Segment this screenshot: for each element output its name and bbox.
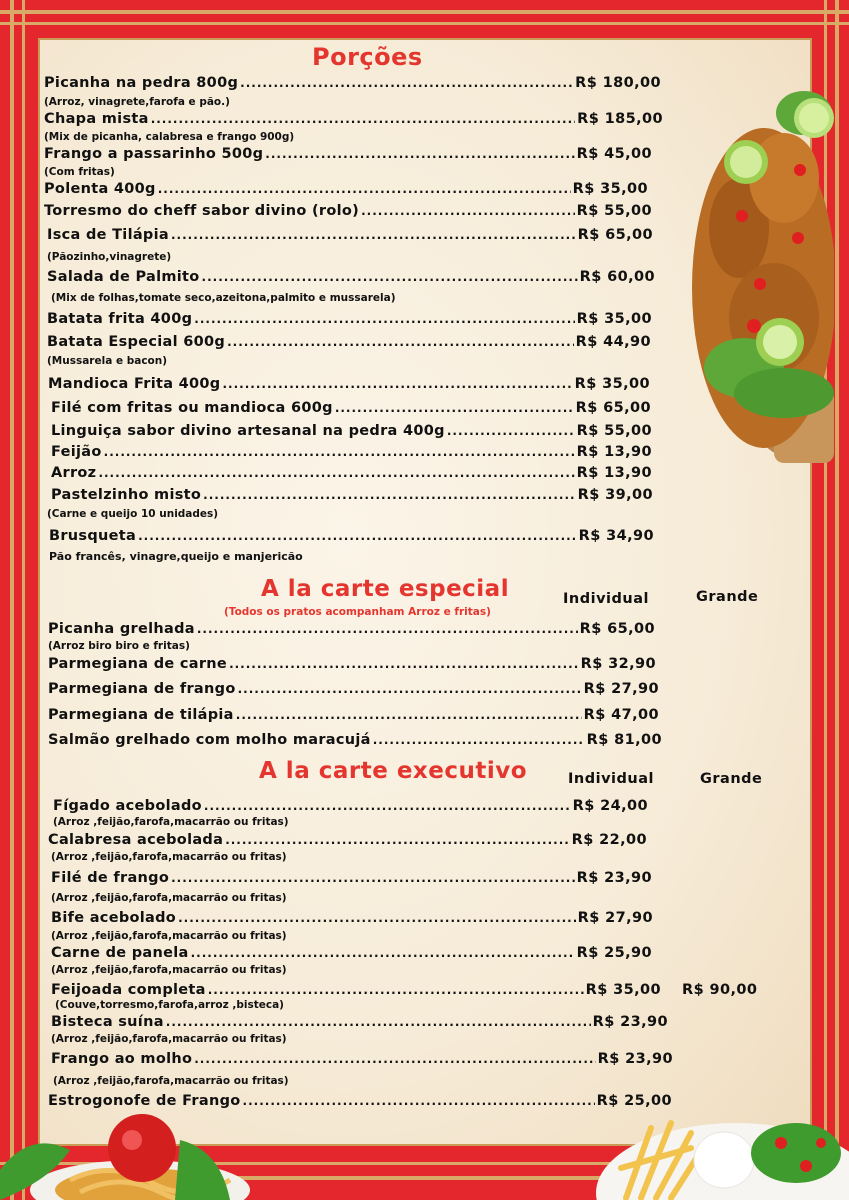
- item-description: (Pãozinho,vinagrete): [47, 251, 172, 263]
- dot-leader: [202, 270, 578, 284]
- gold-band-right: [835, 0, 839, 1200]
- item-description: (Mussarela e bacon): [47, 355, 168, 367]
- item-price: R$ 81,00: [586, 732, 662, 748]
- item-price: R$ 25,90: [576, 945, 652, 961]
- item-price: R$ 35,00: [576, 311, 652, 327]
- item-price: R$ 180,00: [575, 75, 661, 91]
- item-price: R$ 23,90: [592, 1014, 668, 1030]
- item-name: Batata Especial 600g: [47, 334, 226, 350]
- menu-item-brusqueta: [49, 528, 654, 548]
- menu-item-frango-passarinho: [44, 146, 652, 166]
- dot-leader: [194, 1052, 595, 1066]
- item-price: R$ 65,00: [575, 400, 651, 416]
- item-name: Parmegiana de frango: [48, 681, 236, 697]
- dot-leader: [265, 147, 574, 161]
- dot-leader: [171, 228, 576, 242]
- col-individual-header: Individual: [563, 591, 649, 607]
- item-name: Filé de frango: [51, 870, 170, 886]
- menu-item-batata-frita: [47, 311, 652, 331]
- menu-item-figado: [53, 798, 648, 818]
- dot-leader: [208, 983, 584, 997]
- dot-leader: [229, 657, 579, 671]
- item-price: R$ 13,90: [576, 444, 652, 460]
- col-individual-header: Individual: [568, 771, 654, 787]
- menu-item-salada-palmito: [47, 269, 655, 289]
- item-name: Arroz: [51, 465, 97, 481]
- col-grande-header: Grande: [696, 589, 759, 605]
- item-name: Mandioca Frita 400g: [48, 376, 221, 392]
- item-description: (Arroz ,feijão,farofa,macarrão ou fritas): [51, 851, 287, 863]
- dot-leader: [191, 946, 575, 960]
- dot-leader: [227, 335, 574, 349]
- especial-subtitle: (Todos os pratos acompanham Arroz e fritas): [224, 606, 491, 618]
- paper-border-left: [38, 38, 40, 1146]
- dot-leader: [178, 911, 576, 925]
- menu-item-picanha-grelhada: [48, 621, 655, 641]
- item-name: Bife acebolado: [51, 910, 177, 926]
- menu-item-pastelzinho: [51, 487, 653, 507]
- item-price: R$ 35,00: [585, 982, 661, 998]
- item-price: R$ 24,00: [572, 798, 648, 814]
- dot-leader: [373, 733, 585, 747]
- dot-leader: [151, 112, 575, 126]
- item-price: R$ 23,90: [576, 870, 652, 886]
- item-name: Parmegiana de carne: [48, 656, 228, 672]
- porcoes-title: Porções: [312, 43, 423, 71]
- item-price: R$ 45,00: [576, 146, 652, 162]
- item-name: Estrogonofe de Frango: [48, 1093, 241, 1109]
- especial-title: A la carte especial: [261, 576, 510, 602]
- item-description: (Com fritas): [44, 166, 115, 178]
- dot-leader: [203, 488, 575, 502]
- dot-leader: [225, 833, 569, 847]
- item-description: (Arroz ,feijão,farofa,macarrão ou fritas): [53, 1075, 289, 1087]
- item-price: R$ 44,90: [575, 334, 651, 350]
- menu-item-file-fritas: [51, 400, 651, 420]
- menu-item-calabresa: [48, 832, 647, 852]
- item-name: Fígado acebolado: [53, 798, 202, 814]
- item-name: Torresmo do cheff sabor divino (rolo): [44, 203, 360, 219]
- item-price: R$ 47,00: [583, 707, 659, 723]
- item-name: Picanha na pedra 800g: [44, 75, 239, 91]
- menu-item-parmegiana-frango: [48, 681, 659, 701]
- item-description: (Arroz ,feijão,farofa,macarrão ou fritas): [51, 1033, 287, 1045]
- item-name: Filé com fritas ou mandioca 600g: [51, 400, 333, 416]
- gold-band-top: [0, 10, 849, 14]
- item-description: (Couve,torresmo,farofa,arroz ,bisteca): [55, 999, 284, 1011]
- dot-leader: [98, 466, 574, 480]
- fried-fish-platter-image: [684, 88, 834, 466]
- dot-leader: [361, 204, 575, 218]
- dot-leader: [194, 312, 574, 326]
- dot-leader: [447, 424, 575, 438]
- fries-salad-plate-image: [596, 1098, 849, 1200]
- item-description: (Carne e queijo 10 unidades): [47, 508, 219, 520]
- item-price: R$ 39,00: [577, 487, 653, 503]
- col-grande-header: Grande: [700, 771, 763, 787]
- item-description: (Arroz ,feijão,farofa,macarrão ou fritas): [51, 892, 287, 904]
- menu-item-carne-panela: [51, 945, 652, 965]
- item-price: R$ 65,00: [577, 227, 653, 243]
- item-name: Feijoada completa: [51, 982, 206, 998]
- item-name: Frango ao molho: [51, 1051, 193, 1067]
- item-price: R$ 55,00: [576, 203, 652, 219]
- item-name: Bisteca suína: [51, 1014, 164, 1030]
- item-description: Pão francês, vinagre,queijo e manjericão: [49, 550, 303, 563]
- item-price: R$ 23,90: [597, 1051, 673, 1067]
- item-name: Picanha grelhada: [48, 621, 195, 637]
- item-name: Chapa mista: [44, 111, 149, 127]
- item-price: R$ 27,90: [583, 681, 659, 697]
- item-name: Parmegiana de tilápia: [48, 707, 234, 723]
- menu-item-batata-especial: [47, 334, 651, 354]
- item-name: Linguiça sabor divino artesanal na pedra 400g: [51, 423, 445, 439]
- item-name: Salada de Palmito: [47, 269, 200, 285]
- menu-item-file-frango: [51, 870, 652, 890]
- item-price: R$ 34,90: [578, 528, 654, 544]
- item-price-grande: R$ 90,00: [682, 982, 758, 998]
- item-name: Brusqueta: [49, 528, 137, 544]
- menu-item-bisteca: [51, 1014, 668, 1034]
- item-description: (Arroz ,feijão,farofa,macarrão ou fritas): [51, 964, 287, 976]
- pasta-tomato-image: [0, 1110, 250, 1200]
- dot-leader: [138, 529, 577, 543]
- item-price: R$ 13,90: [576, 465, 652, 481]
- menu-item-torresmo: [44, 203, 652, 223]
- dot-leader: [238, 682, 582, 696]
- item-price: R$ 55,00: [576, 423, 652, 439]
- dot-leader: [243, 1094, 595, 1108]
- item-name: Carne de panela: [51, 945, 189, 961]
- item-price: R$ 22,00: [571, 832, 647, 848]
- menu-item-chapa-mista: [44, 111, 663, 131]
- item-description: (Arroz ,feijão,farofa,macarrão ou fritas): [53, 816, 289, 828]
- menu-item-linguica: [51, 423, 652, 443]
- dot-leader: [197, 622, 578, 636]
- gold-band-left-2: [22, 0, 25, 1200]
- menu-item-estrogonofe: [48, 1093, 672, 1113]
- item-name: Isca de Tilápia: [47, 227, 169, 243]
- menu-item-bife: [51, 910, 653, 930]
- item-description: (Arroz, vinagrete,farofa e pão.): [44, 96, 230, 108]
- item-name: Calabresa acebolada: [48, 832, 224, 848]
- dot-leader: [171, 871, 575, 885]
- menu-item-parmegiana-carne: [48, 656, 656, 676]
- item-description: (Mix de picanha, calabresa e frango 900g): [44, 131, 295, 143]
- item-description: (Mix de folhas,tomate seco,azeitona,palmito e mussarela): [51, 292, 396, 304]
- dot-leader: [104, 445, 575, 459]
- gold-band-left: [10, 0, 14, 1200]
- dot-leader: [240, 76, 573, 90]
- menu-item-arroz: [51, 465, 652, 485]
- menu-item-mandioca-frita: [48, 376, 650, 396]
- menu-item-feijao: [51, 444, 652, 464]
- menu-item-frango-molho: [51, 1051, 673, 1071]
- item-price: R$ 27,90: [577, 910, 653, 926]
- item-price: R$ 35,00: [572, 181, 648, 197]
- item-name: Polenta 400g: [44, 181, 156, 197]
- dot-leader: [166, 1015, 591, 1029]
- paper-border-top: [38, 38, 812, 40]
- menu-item-polenta: [44, 181, 648, 201]
- item-name: Feijão: [51, 444, 102, 460]
- item-price: R$ 32,90: [580, 656, 656, 672]
- executivo-title: A la carte executivo: [259, 758, 528, 784]
- item-price: R$ 60,00: [579, 269, 655, 285]
- item-name: Salmão grelhado com molho maracujá: [48, 732, 371, 748]
- dot-leader: [158, 182, 571, 196]
- item-price: R$ 185,00: [577, 111, 663, 127]
- item-price: R$ 25,00: [596, 1093, 672, 1109]
- item-description: (Arroz biro biro e fritas): [48, 640, 190, 652]
- dot-leader: [236, 708, 582, 722]
- menu-item-parmegiana-tilapia: [48, 707, 659, 727]
- dot-leader: [204, 799, 571, 813]
- dot-leader: [223, 377, 573, 391]
- menu-item-picanha-pedra: [44, 75, 661, 95]
- gold-band-top-2: [0, 22, 849, 25]
- item-name: Pastelzinho misto: [51, 487, 202, 503]
- dot-leader: [335, 401, 574, 415]
- menu-item-isca-tilapia: [47, 227, 653, 247]
- item-name: Batata frita 400g: [47, 311, 193, 327]
- item-price: R$ 65,00: [579, 621, 655, 637]
- item-description: (Arroz ,feijão,farofa,macarrão ou fritas): [51, 930, 287, 942]
- item-price: R$ 35,00: [574, 376, 650, 392]
- menu-item-salmao: [48, 732, 662, 752]
- item-name: Frango a passarinho 500g: [44, 146, 264, 162]
